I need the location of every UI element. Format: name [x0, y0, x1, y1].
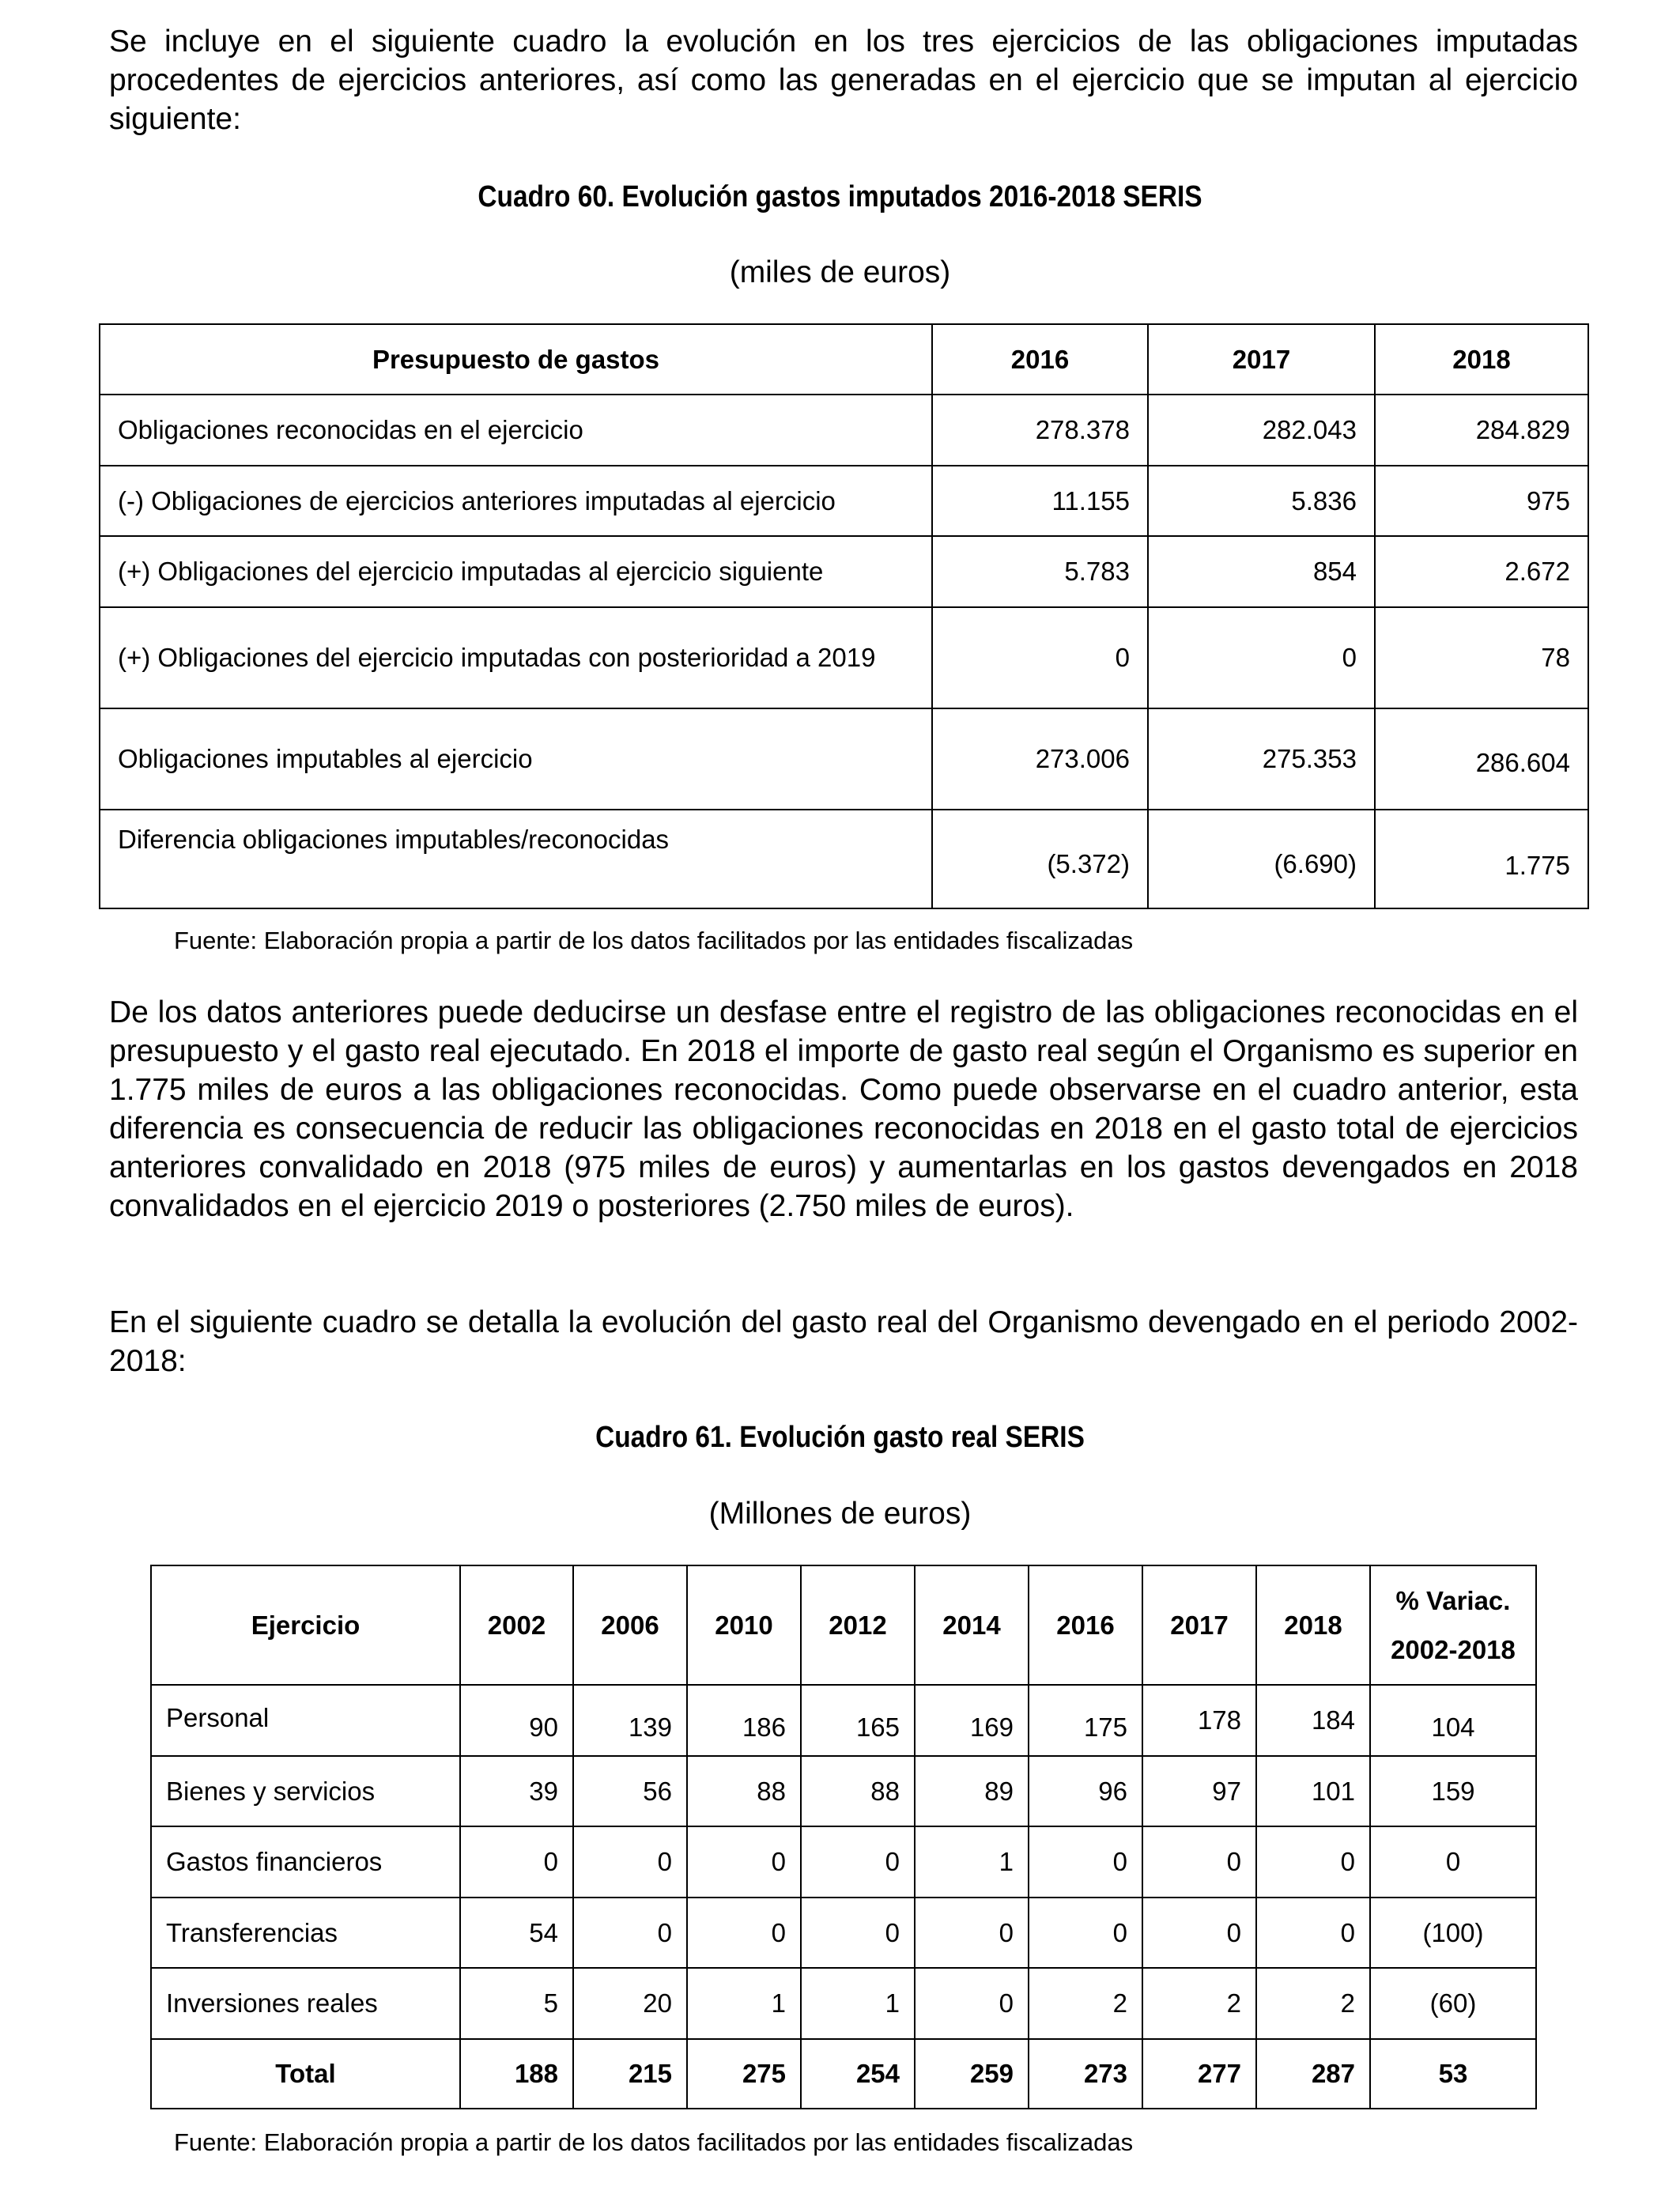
cell-value: 2.672 — [1375, 536, 1588, 607]
row-label: Personal — [151, 1685, 460, 1756]
cell-value: 975 — [1375, 466, 1588, 536]
cell-value: 0 — [1029, 1898, 1142, 1968]
cell-value: 278.378 — [932, 395, 1148, 466]
cell-value: 90 — [460, 1685, 573, 1756]
table61-header-year: 2017 — [1142, 1565, 1256, 1685]
cell-value: 0 — [573, 1826, 687, 1898]
row-label: (+) Obligaciones del ejercicio imputadas al ejercicio siguiente — [100, 536, 932, 607]
table-row — [100, 810, 1588, 908]
table61-header-year: 2002 — [460, 1565, 573, 1685]
total-label: Total — [151, 2039, 460, 2109]
cell-value: 101 — [1256, 1756, 1370, 1826]
lead-paragraph: En el siguiente cuadro se detalla la evolución del gasto real del Organismo devengado en el periodo 2002-2018: — [109, 1305, 1578, 1378]
cell-value: 5.783 — [932, 536, 1148, 607]
row-label: Bienes y servicios — [151, 1756, 460, 1826]
table-row — [151, 1685, 1536, 1756]
table61-header-year: 2014 — [915, 1565, 1029, 1685]
table60 — [99, 323, 1589, 909]
cell-value: 286.604 — [1375, 708, 1588, 810]
cell-value: 1 — [801, 1968, 915, 2039]
cell-value: 88 — [801, 1756, 915, 1826]
cell-value: 1.775 — [1375, 810, 1588, 908]
cell-value: 5 — [460, 1968, 573, 2039]
cell-value: 5.836 — [1148, 466, 1375, 536]
table60-caption: Cuadro 60. Evolución gastos imputados 2016-2018 SERIS — [478, 180, 1202, 213]
cell-value: 1 — [915, 1826, 1029, 1898]
table61-header-label: Ejercicio — [151, 1565, 460, 1685]
cell-variation: 104 — [1370, 1685, 1536, 1756]
cell-value: 0 — [1256, 1898, 1370, 1968]
cell-value: 88 — [687, 1756, 801, 1826]
cell-value: 175 — [1029, 1685, 1142, 1756]
table60-units: (miles de euros) — [729, 255, 951, 289]
total-value: 215 — [573, 2039, 687, 2109]
row-label: Obligaciones reconocidas en el ejercicio — [100, 395, 932, 466]
cell-value: 96 — [1029, 1756, 1142, 1826]
variation-header-line2: 2002-2018 — [1391, 1634, 1516, 1664]
table-row — [100, 466, 1588, 536]
cell-value: 0 — [573, 1898, 687, 1968]
table61-header-year: 2010 — [687, 1565, 801, 1685]
cell-value: 169 — [915, 1685, 1029, 1756]
cell-value: 89 — [915, 1756, 1029, 1826]
table-row — [151, 1756, 1536, 1826]
cell-value: 97 — [1142, 1756, 1256, 1826]
table61-header-variation — [1370, 1565, 1536, 1685]
cell-value: 273.006 — [932, 708, 1148, 810]
table61 — [150, 1565, 1537, 2109]
cell-value: 0 — [801, 1826, 915, 1898]
total-value: 275 — [687, 2039, 801, 2109]
cell-value: 11.155 — [932, 466, 1148, 536]
table61-caption: Cuadro 61. Evolución gasto real SERIS — [595, 1421, 1085, 1454]
table61-header-year: 2006 — [573, 1565, 687, 1685]
table60-source: Fuente: Elaboración propia a partir de los datos facilitados por las entidades fiscalizadas — [174, 927, 1134, 954]
cell-value: 2 — [1029, 1968, 1142, 2039]
table-row — [100, 536, 1588, 607]
table60-header-year: 2017 — [1148, 324, 1375, 395]
total-value: 273 — [1029, 2039, 1142, 2109]
total-value: 287 — [1256, 2039, 1370, 2109]
table61-total-row — [151, 2039, 1536, 2109]
cell-value: 0 — [1029, 1826, 1142, 1898]
cell-value: 178 — [1142, 1685, 1256, 1756]
table61-units: (Millones de euros) — [708, 1497, 972, 1531]
cell-value: 0 — [801, 1898, 915, 1968]
cell-value: 0 — [932, 607, 1148, 708]
total-value: 254 — [801, 2039, 915, 2109]
row-label: (-) Obligaciones de ejercicios anteriores imputadas al ejercicio — [100, 466, 932, 536]
row-label: Diferencia obligaciones imputables/reconocidas — [100, 810, 932, 908]
cell-variation: 159 — [1370, 1756, 1536, 1826]
intro-paragraph: Se incluye en el siguiente cuadro la evolución en los tres ejercicios de las obligaciones imputadas procedentes de ejercicios anteriores, así como las generadas en el ejercicio que se imputan al ejercicio siguiente: — [109, 25, 1578, 136]
row-label: Transferencias — [151, 1898, 460, 1968]
row-label: Gastos financieros — [151, 1826, 460, 1898]
row-label: Inversiones reales — [151, 1968, 460, 2039]
cell-value: 0 — [460, 1826, 573, 1898]
cell-value: (6.690) — [1148, 810, 1375, 908]
cell-value: (5.372) — [932, 810, 1148, 908]
cell-value: 0 — [1142, 1898, 1256, 1968]
table-row — [151, 1898, 1536, 1968]
cell-value: 0 — [915, 1968, 1029, 2039]
row-label: Obligaciones imputables al ejercicio — [100, 708, 932, 810]
total-value: 188 — [460, 2039, 573, 2109]
cell-variation: (60) — [1370, 1968, 1536, 2039]
table60-header-year: 2016 — [932, 324, 1148, 395]
row-label: (+) Obligaciones del ejercicio imputadas con posterioridad a 2019 — [100, 607, 932, 708]
table61-source: Fuente: Elaboración propia a partir de los datos facilitados por las entidades fiscalizadas — [174, 2128, 1134, 2156]
cell-value: 275.353 — [1148, 708, 1375, 810]
cell-value: 139 — [573, 1685, 687, 1756]
table-row — [100, 607, 1588, 708]
cell-value: 165 — [801, 1685, 915, 1756]
cell-value: 0 — [1142, 1826, 1256, 1898]
table-row — [100, 708, 1588, 810]
cell-value: 56 — [573, 1756, 687, 1826]
cell-variation: (100) — [1370, 1898, 1536, 1968]
cell-value: 39 — [460, 1756, 573, 1826]
cell-value: 0 — [687, 1898, 801, 1968]
cell-value: 284.829 — [1375, 395, 1588, 466]
cell-value: 1 — [687, 1968, 801, 2039]
table60-header-row — [100, 324, 1588, 395]
total-value: 259 — [915, 2039, 1029, 2109]
variation-header-line1: % Variac. — [1395, 1585, 1511, 1615]
cell-value: 2 — [1142, 1968, 1256, 2039]
cell-value: 78 — [1375, 607, 1588, 708]
cell-variation: 0 — [1370, 1826, 1536, 1898]
cell-value: 184 — [1256, 1685, 1370, 1756]
cell-value: 2 — [1256, 1968, 1370, 2039]
cell-value: 0 — [915, 1898, 1029, 1968]
cell-value: 0 — [687, 1826, 801, 1898]
cell-value: 186 — [687, 1685, 801, 1756]
table61-header-year: 2018 — [1256, 1565, 1370, 1685]
table-row — [100, 395, 1588, 466]
table-row — [151, 1968, 1536, 2039]
total-variation: 53 — [1370, 2039, 1536, 2109]
table61-header-year: 2016 — [1029, 1565, 1142, 1685]
total-value: 277 — [1142, 2039, 1256, 2109]
analysis-paragraph: De los datos anteriores puede deducirse un desfase entre el registro de las obligaciones reconocidas en el presupuesto y el gasto real ejecutado. En 2018 el importe de gasto real según el Organismo es superior en 1.775 miles de euros a las obligaciones reconocidas. Como puede observarse en el cuadro anterior, esta diferencia es consecuencia de reducir las obligaciones reconocidas en 2018 en el gasto total de ejercicios anteriores convalidado en 2018 (975 miles de euros) y aumentarlas en los gastos devengados en 2018 convalidados en el ejercicio 2019 o posteriores (2.750 miles de euros). — [109, 995, 1578, 1223]
cell-value: 854 — [1148, 536, 1375, 607]
cell-value: 0 — [1148, 607, 1375, 708]
table60-header-year: 2018 — [1375, 324, 1588, 395]
cell-value: 282.043 — [1148, 395, 1375, 466]
table61-header-row — [151, 1565, 1536, 1685]
cell-value: 0 — [1256, 1826, 1370, 1898]
table-row — [151, 1826, 1536, 1898]
table61-header-year: 2012 — [801, 1565, 915, 1685]
table60-header-label: Presupuesto de gastos — [100, 324, 932, 395]
cell-value: 54 — [460, 1898, 573, 1968]
cell-value: 20 — [573, 1968, 687, 2039]
